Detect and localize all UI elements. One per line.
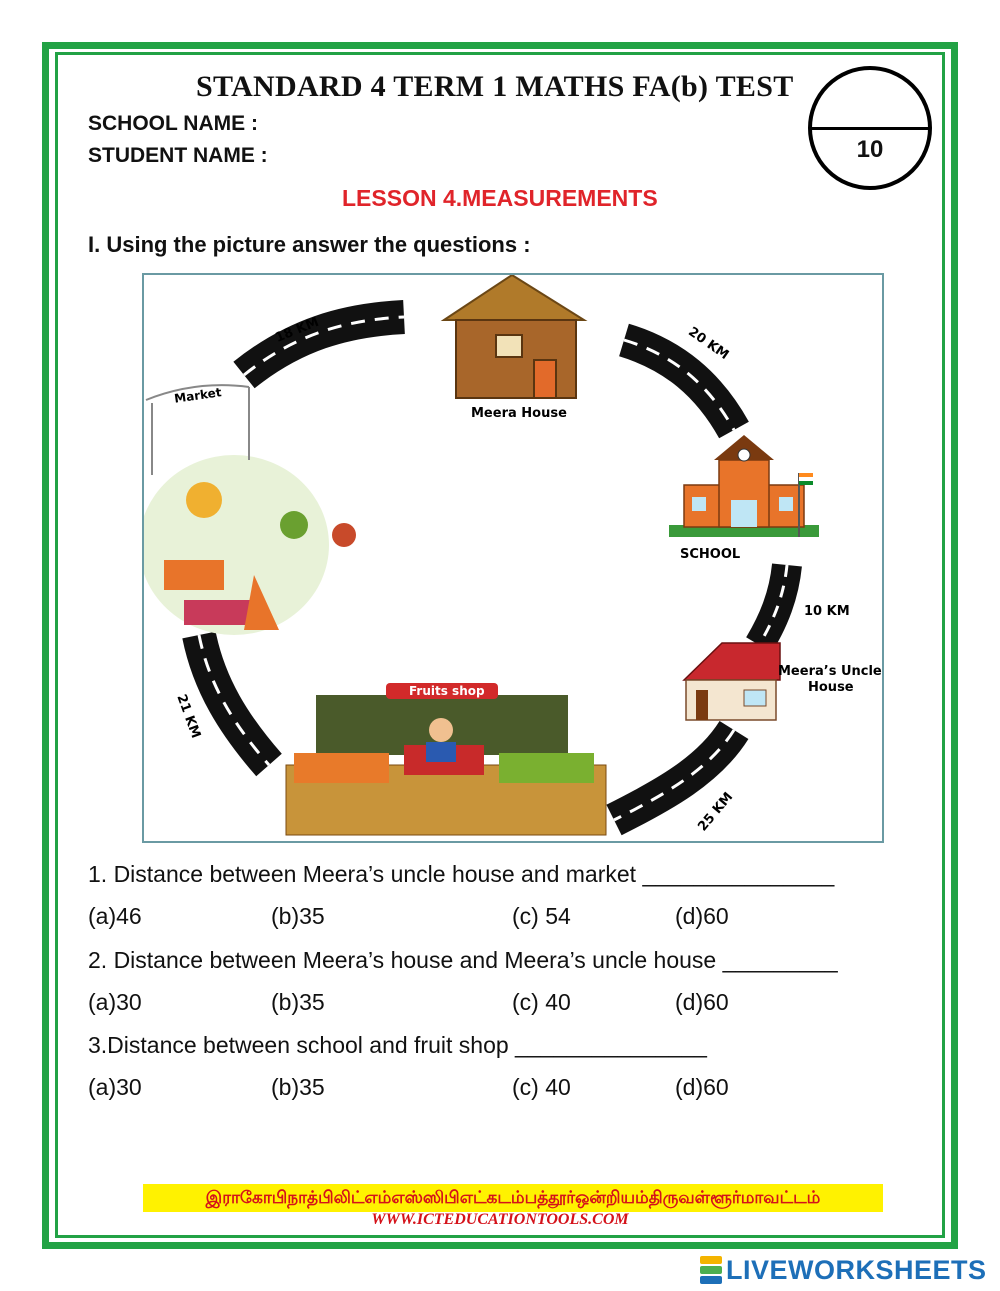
liveworksheets-logo-icon (700, 1256, 722, 1284)
instruction-text: I. Using the picture answer the questions : (88, 232, 531, 257)
meera-house-label: Meera House (471, 406, 567, 421)
question-3-option-c[interactable]: (c) 40 (512, 1074, 571, 1100)
liveworksheets-brand-name: LIVEWORKSHEETS (726, 1254, 987, 1285)
school-name-label: SCHOOL NAME : (88, 112, 258, 135)
question-2-option-b[interactable]: (b)35 (271, 989, 325, 1015)
market-sign-label: Market (173, 385, 223, 406)
liveworksheets-branding[interactable] (700, 1253, 987, 1287)
distance-label-20km: 20 KM (685, 324, 732, 363)
meera-house-icon (444, 275, 584, 398)
question-1-option-b[interactable]: (b)35 (271, 903, 325, 929)
uncle-house-icon (684, 643, 780, 720)
question-2-option-d[interactable]: (d)60 (675, 989, 729, 1015)
fruits-shop-sign: Fruits shop (409, 684, 485, 698)
question-2-text: 2. Distance between Meera’s house and Meera’s uncle house _________ (88, 947, 838, 973)
distance-map-picture (142, 273, 884, 843)
footer-website-url[interactable]: WWW.ICTEDUCATIONTOOLS.COM (371, 1211, 629, 1228)
uncle-house-label-line1: Meera’s Uncle (778, 664, 882, 679)
map-illustration (144, 275, 882, 841)
score-total: 10 (856, 136, 884, 163)
question-1-option-d[interactable]: (d)60 (675, 903, 729, 929)
score-circle (808, 66, 932, 190)
question-3-text: 3.Distance between school and fruit shop _______________ (88, 1032, 707, 1058)
distance-label-21km: 21 KM (173, 692, 204, 741)
school-icon (669, 435, 819, 537)
question-1-text: 1. Distance between Meera’s uncle house and market _______________ (88, 861, 835, 887)
question-2-option-c[interactable]: (c) 40 (512, 989, 571, 1015)
student-name-label: STUDENT NAME : (88, 144, 268, 167)
question-3-option-b[interactable]: (b)35 (271, 1074, 325, 1100)
question-3-option-d[interactable]: (d)60 (675, 1074, 729, 1100)
score-divider (812, 127, 928, 130)
fruit-shop-icon (286, 683, 606, 835)
distance-label-10km: 10 KM (804, 604, 850, 619)
question-2-option-a[interactable]: (a)30 (88, 989, 142, 1015)
road-school-uncle (759, 565, 787, 645)
footer-author-line: இராகோபிநாத்பிலிட்எம்எஸ்ஸிபிஎட்கடம்பத்தூர்ஒன்றியம்திருவள்ளூர்மாவட்டம் (143, 1184, 883, 1212)
question-3-option-a[interactable]: (a)30 (88, 1074, 142, 1100)
market-icon (144, 385, 356, 635)
distance-label-25km: 25 KM (695, 789, 737, 835)
question-1-option-c[interactable]: (c) 54 (512, 903, 571, 929)
road-market-meera (244, 314, 404, 375)
uncle-house-label-line2: House (808, 680, 854, 695)
school-map-label: SCHOOL (680, 547, 741, 562)
distance-label-18km: 18 KM (273, 314, 322, 346)
question-1-option-a[interactable]: (a)46 (88, 903, 142, 929)
road-fruitshop-market (199, 635, 269, 765)
lesson-title: LESSON 4.MEASUREMENTS (342, 185, 658, 211)
worksheet-title: STANDARD 4 TERM 1 MATHS FA(b) TEST (196, 70, 794, 103)
